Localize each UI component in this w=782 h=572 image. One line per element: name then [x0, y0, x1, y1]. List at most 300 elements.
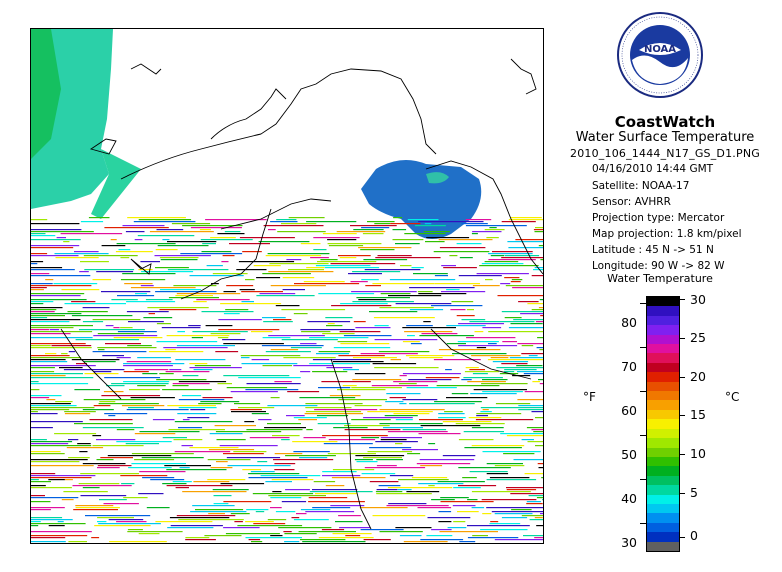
scanline-segment: [512, 287, 543, 288]
scanline-segment: [83, 487, 100, 488]
sst-map: [31, 29, 543, 543]
scanline-segment: [495, 465, 525, 466]
scanline-segment: [143, 317, 172, 318]
scanline-segment: [123, 381, 169, 382]
scanline-segment: [250, 437, 290, 438]
scanline-segment: [527, 427, 543, 428]
scanline-segment: [157, 323, 171, 324]
colorbar-swatch: [647, 513, 679, 523]
scanline-segment: [476, 419, 533, 420]
scanline-segment: [375, 325, 389, 326]
scanline-segment: [99, 403, 159, 404]
f-tick-label: 40: [621, 491, 637, 506]
scanline-segment: [458, 467, 511, 468]
scanline-segment: [263, 365, 293, 366]
scanline-segment: [472, 231, 501, 232]
scanline-segment: [379, 485, 401, 486]
scanline-segment: [55, 401, 72, 402]
colorbar-swatch: [647, 485, 679, 495]
scanline-segment: [127, 531, 182, 532]
scanline-segment: [507, 489, 536, 490]
scanline-segment: [269, 263, 328, 264]
scanline-segment: [168, 269, 229, 270]
f-tickmark: [640, 391, 646, 392]
scanline-segment: [390, 223, 420, 224]
scanline-segment: [520, 313, 543, 314]
scanline-segment: [64, 411, 96, 412]
scanline-segment: [58, 521, 64, 522]
scanline-segment: [394, 413, 430, 414]
scanline-segment: [141, 285, 154, 286]
scanline-segment: [211, 467, 233, 468]
scanline-segment: [502, 341, 517, 342]
scanline-segment: [326, 367, 352, 368]
scanline-segment: [459, 275, 502, 276]
scanline-segment: [104, 413, 147, 414]
scanline-segment: [252, 359, 270, 360]
scanline-segment: [31, 275, 90, 276]
scanline-segment: [256, 295, 314, 296]
scanline-segment: [31, 509, 51, 510]
scanline-segment: [534, 229, 543, 230]
scanline-segment: [292, 441, 337, 442]
scanline-segment: [109, 541, 167, 542]
scanline-segment: [231, 411, 266, 412]
scanline-segment: [156, 249, 178, 250]
scanline-segment: [502, 517, 527, 518]
scanline-segment: [73, 509, 118, 510]
scanline-segment: [274, 469, 294, 470]
scanline-segment: [365, 467, 425, 468]
scanline-segment: [218, 337, 228, 338]
colorbar-swatch: [647, 466, 679, 476]
scanline-segment: [337, 231, 386, 232]
scanline-segment: [268, 271, 333, 272]
scanline-segment: [450, 309, 465, 310]
scanline-segment: [268, 229, 276, 230]
scanline-segment: [419, 335, 474, 336]
scanline-segment: [338, 515, 361, 516]
scanline-segment: [307, 321, 350, 322]
scanline-segment: [31, 329, 49, 330]
c-tick-label: 5: [690, 485, 698, 500]
scanline-segment: [31, 347, 92, 348]
scanline-segment: [466, 367, 479, 368]
scanline-segment: [363, 233, 384, 234]
scanline-segment: [159, 309, 196, 310]
colorbar-swatch: [647, 306, 679, 316]
scanline-segment: [468, 537, 518, 538]
scanline-segment: [316, 265, 371, 266]
scanline-segment: [169, 297, 219, 298]
scanline-segment: [364, 539, 391, 540]
scanline-segment: [538, 379, 543, 380]
scanline-segment: [157, 341, 218, 342]
scanline-segment: [479, 265, 538, 266]
scanline-segment: [185, 537, 209, 538]
scanline-segment: [67, 447, 103, 448]
scanline-segment: [293, 365, 333, 366]
scanline-segment: [259, 241, 310, 242]
scanline-segment: [139, 219, 191, 220]
scanline-segment: [31, 367, 55, 368]
scanline-segment: [128, 529, 143, 530]
scanline-segment: [296, 513, 307, 514]
scanline-segment: [85, 515, 150, 516]
colorbar-swatch: [647, 391, 679, 401]
scanline-segment: [74, 389, 100, 390]
scanline-segment: [302, 541, 365, 542]
scanline-segment: [223, 255, 235, 256]
scanline-segment: [361, 227, 389, 228]
scanline-segment: [192, 337, 203, 338]
scanline-segment: [31, 219, 47, 220]
scanline-segment: [31, 239, 81, 240]
scanline-segment: [174, 439, 203, 440]
scanline-segment: [461, 379, 471, 380]
scanline-segment: [363, 259, 407, 260]
scanline-segment: [284, 541, 299, 542]
scanline-segment: [379, 351, 430, 352]
scanline-segment: [395, 527, 431, 528]
scanline-segment: [84, 361, 116, 362]
scanline-segment: [330, 395, 361, 396]
scanline-segment: [124, 283, 152, 284]
scanline-segment: [31, 337, 93, 338]
scanline-segment: [309, 337, 368, 338]
scanline-segment: [440, 247, 486, 248]
scanline-segment: [306, 221, 356, 222]
scanline-segment: [203, 397, 233, 398]
scanline-segment: [31, 523, 86, 524]
product-subtitle: Water Surface Temperature: [575, 130, 755, 145]
scanline-segment: [502, 221, 536, 222]
scanline-segment: [402, 449, 438, 450]
scanline-segment: [161, 259, 198, 260]
scanline-segment: [388, 503, 426, 504]
scanline-segment: [242, 251, 262, 252]
scanline-segment: [535, 227, 543, 228]
scanline-segment: [474, 389, 527, 390]
scanline-segment: [495, 513, 533, 514]
scanline-segment: [93, 351, 147, 352]
scanline-segment: [431, 499, 455, 500]
scanline-segment: [491, 255, 505, 256]
scanline-segment: [387, 505, 449, 506]
fahrenheit-unit-label: °F: [583, 390, 596, 404]
f-tickmark: [640, 347, 646, 348]
scanline-segment: [535, 231, 544, 232]
scanline-segment: [160, 289, 201, 290]
scanline-segment: [539, 307, 543, 308]
scanline-segment: [194, 369, 213, 370]
scanline-segment: [111, 239, 117, 240]
scanline-segment: [31, 285, 91, 286]
noaa-logo: [615, 10, 705, 100]
scanline-segment: [31, 287, 47, 288]
scanline-segment: [338, 355, 384, 356]
scanline-segment: [31, 501, 51, 502]
scanline-segment: [121, 483, 134, 484]
scanline-segment: [376, 459, 403, 460]
scanline-segment: [55, 253, 109, 254]
scanline-segment: [100, 457, 133, 458]
scanline-segment: [31, 233, 46, 234]
scanline-segment: [31, 315, 65, 316]
scanline-segment: [93, 445, 144, 446]
scanline-segment: [231, 391, 278, 392]
scanline-segment: [31, 321, 69, 322]
scanline-segment: [539, 245, 543, 246]
scanline-segment: [31, 373, 83, 374]
scanline-segment: [92, 435, 101, 436]
scanline-segment: [261, 475, 321, 476]
scanline-segment: [257, 461, 267, 462]
scanline-segment: [45, 279, 53, 280]
scanline-segment: [469, 417, 502, 418]
scanline-segment: [31, 427, 53, 428]
scanline-segment: [173, 481, 192, 482]
scanline-segment: [412, 267, 424, 268]
scanline-segment: [517, 343, 543, 344]
scanline-segment: [128, 407, 154, 408]
scanline-segment: [314, 481, 335, 482]
scanline-segment: [462, 477, 477, 478]
scanline-segment: [498, 295, 544, 296]
scanline-segment: [471, 355, 520, 356]
scanline-segment: [126, 231, 145, 232]
scanline-segment: [507, 435, 543, 436]
scanline-segment: [31, 289, 44, 290]
scanline-segment: [489, 227, 496, 228]
scanline-segment: [283, 277, 315, 278]
scanline-segment: [438, 413, 464, 414]
scanline-segment: [485, 261, 519, 262]
scanline-segment: [182, 395, 201, 396]
colorbar-swatch: [647, 316, 679, 326]
scanline-segment: [249, 477, 308, 478]
scanline-segment: [31, 479, 39, 480]
scanline-segment: [472, 491, 531, 492]
scanline-segment: [216, 431, 281, 432]
scanline-segment: [189, 363, 207, 364]
scanline-segment: [179, 399, 225, 400]
scanline-segment: [31, 535, 87, 536]
scanline-segment: [481, 407, 543, 408]
scanline-segment: [398, 489, 412, 490]
scanline-segment: [286, 415, 305, 416]
scanline-segment: [390, 279, 455, 280]
scanline-segment: [380, 531, 423, 532]
scanline-segment: [276, 219, 296, 220]
scanline-segment: [63, 241, 69, 242]
scanline-segment: [83, 463, 126, 464]
scanline-segment: [482, 379, 508, 380]
scanline-segment: [31, 445, 91, 446]
scanline-segment: [309, 363, 370, 364]
scanline-segment: [332, 477, 386, 478]
scanline-segment: [50, 329, 59, 330]
c-tick-label: 0: [690, 528, 698, 543]
scanline-segment: [409, 357, 442, 358]
scanline-segment: [31, 273, 49, 274]
scanline-segment: [511, 509, 531, 510]
scanline-segment: [426, 377, 460, 378]
scanline-segment: [117, 243, 176, 244]
scanline-segment: [473, 373, 488, 374]
scanline-segment: [138, 493, 163, 494]
scanline-segment: [282, 339, 338, 340]
scanline-segment: [195, 365, 231, 366]
scanline-segment: [469, 369, 485, 370]
scanline-segment: [126, 443, 159, 444]
scanline-segment: [441, 501, 494, 502]
scanline-segment: [109, 519, 144, 520]
scanline-segment: [294, 519, 329, 520]
scanline-segment: [487, 479, 536, 480]
scanline-segment: [272, 479, 314, 480]
scanline-segment: [139, 533, 160, 534]
scanline-segment: [246, 509, 268, 510]
scanline-segment: [192, 331, 247, 332]
scanline-segment: [123, 497, 147, 498]
scanline-segment: [369, 311, 417, 312]
scanline-noise: [31, 217, 543, 542]
scanline-segment: [313, 237, 359, 238]
scanline-segment: [291, 347, 322, 348]
scanline-segment: [278, 527, 331, 528]
scanline-segment: [54, 283, 98, 284]
scanline-segment: [228, 465, 291, 466]
c-tickmark: [679, 454, 685, 455]
scanline-segment: [137, 357, 171, 358]
map-projection-label: Map projection: 1.8 km/pixel: [592, 228, 742, 240]
scanline-segment: [121, 279, 165, 280]
scanline-segment: [31, 303, 43, 304]
scanline-segment: [512, 279, 523, 280]
scanline-segment: [379, 307, 433, 308]
scanline-segment: [142, 477, 174, 478]
scanline-segment: [31, 365, 96, 366]
scanline-segment: [71, 301, 95, 302]
scanline-segment: [381, 293, 411, 294]
scanline-segment: [408, 379, 451, 380]
scanline-segment: [315, 493, 357, 494]
scanline-segment: [31, 409, 69, 410]
scanline-segment: [525, 391, 543, 392]
scanline-segment: [123, 365, 173, 366]
scanline-segment: [215, 351, 238, 352]
scanline-segment: [329, 245, 363, 246]
scanline-segment: [511, 323, 543, 324]
scanline-segment: [338, 341, 368, 342]
scanline-segment: [187, 417, 209, 418]
scanline-segment: [400, 535, 422, 536]
scanline-segment: [310, 257, 329, 258]
scanline-segment: [537, 347, 543, 348]
scanline-segment: [105, 343, 141, 344]
scanline-segment: [85, 373, 119, 374]
scanline-segment: [202, 311, 254, 312]
scanline-segment: [304, 281, 345, 282]
scanline-segment: [301, 243, 321, 244]
colorbar-swatch: [647, 353, 679, 363]
scanline-segment: [447, 343, 466, 344]
scanline-segment: [518, 409, 543, 410]
scanline-segment: [172, 223, 210, 224]
scanline-segment: [513, 319, 543, 320]
scanline-segment: [439, 239, 493, 240]
scanline-segment: [98, 465, 132, 466]
celsius-unit-label: °C: [725, 390, 740, 404]
scanline-segment: [505, 317, 522, 318]
scanline-segment: [177, 413, 216, 414]
scanline-segment: [375, 257, 440, 258]
scanline-segment: [299, 457, 327, 458]
scanline-segment: [139, 471, 185, 472]
scanline-segment: [355, 373, 386, 374]
scanline-segment: [48, 479, 65, 480]
scanline-segment: [185, 539, 216, 540]
scanline-segment: [207, 479, 245, 480]
scanline-segment: [526, 503, 543, 504]
scanline-segment: [527, 303, 543, 304]
scanline-segment: [157, 229, 184, 230]
scanline-segment: [361, 279, 379, 280]
scanline-segment: [31, 325, 93, 326]
scanline-segment: [329, 439, 375, 440]
scanline-segment: [395, 443, 402, 444]
scanline-segment: [435, 275, 448, 276]
c-tickmark: [679, 299, 685, 300]
scanline-segment: [31, 389, 39, 390]
scanline-segment: [511, 217, 542, 218]
scanline-segment: [166, 371, 210, 372]
scanline-segment: [538, 463, 543, 464]
latitude-label: Latitude : 45 N -> 51 N: [592, 244, 714, 256]
scanline-segment: [220, 303, 281, 304]
scanline-segment: [183, 375, 199, 376]
scanline-segment: [506, 487, 543, 488]
scanline-segment: [249, 539, 261, 540]
scanline-segment: [117, 429, 135, 430]
scanline-segment: [374, 223, 390, 224]
scanline-segment: [116, 251, 153, 252]
scanline-segment: [285, 455, 336, 456]
scanline-segment: [31, 247, 73, 248]
scanline-segment: [183, 419, 190, 420]
scanline-segment: [462, 223, 488, 224]
scanline-segment: [31, 485, 46, 486]
scanline-segment: [31, 235, 55, 236]
scanline-segment: [106, 385, 124, 386]
scanline-segment: [135, 293, 147, 294]
scanline-segment: [407, 387, 457, 388]
sensor-label: Sensor: AVHRR: [592, 196, 671, 208]
scanline-segment: [80, 473, 139, 474]
scanline-segment: [84, 269, 134, 270]
scanline-segment: [487, 473, 508, 474]
scanline-segment: [356, 297, 410, 298]
scanline-segment: [272, 435, 300, 436]
scanline-segment: [398, 479, 449, 480]
scanline-segment: [458, 345, 517, 346]
scanline-segment: [217, 233, 244, 234]
scanline-segment: [421, 425, 481, 426]
f-tick-label: 80: [621, 315, 637, 330]
scanline-segment: [83, 409, 114, 410]
scanline-segment: [226, 533, 280, 534]
